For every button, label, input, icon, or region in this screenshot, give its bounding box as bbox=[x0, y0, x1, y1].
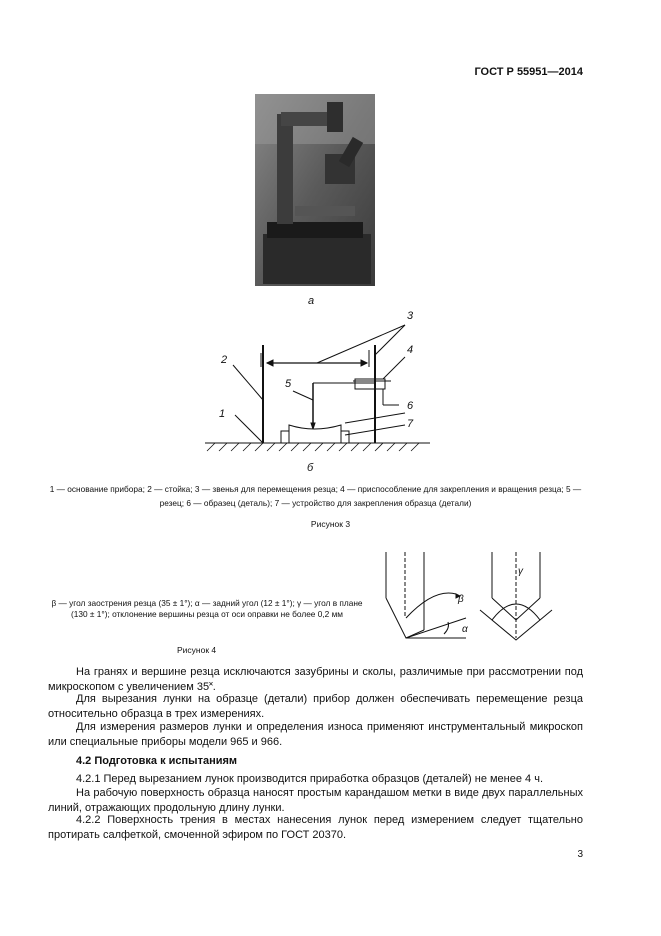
figure3-schematic bbox=[205, 305, 430, 465]
callout-3: 3 bbox=[407, 310, 414, 322]
label-alpha: α bbox=[462, 624, 468, 635]
figure3-label-b: б bbox=[307, 462, 314, 474]
callout-1: 1 bbox=[219, 408, 226, 420]
page-number: 3 bbox=[577, 849, 583, 860]
microscope-photo bbox=[255, 94, 375, 286]
label-beta: β bbox=[458, 594, 464, 605]
callout-4: 4 bbox=[407, 344, 414, 356]
paragraph-5: На рабочую поверхность образца наносят простым карандашом метки в виде двух параллельных линий, отражающих продольную длину лунки. bbox=[48, 787, 583, 814]
callout-5: 5 bbox=[285, 378, 292, 390]
paragraph-2: Для вырезания лунки на образце (детали) прибор должен обеспечивать перемещение резца относительно образца в трех измерениях. bbox=[48, 693, 583, 720]
figure3-label-a: а bbox=[308, 295, 315, 307]
label-gamma: γ bbox=[518, 566, 523, 577]
paragraph-6: 4.2.2 Поверхность трения в местах нанесения лунок перед измерением следует тщательно протирать салфеткой, смоченной эфиром по ГОСТ 20370. bbox=[48, 814, 583, 841]
paragraph-1: На гранях и вершине резца исключаются зазубрины и сколы, различимые при рассмотрении под микроскопом с увеличением 35˟. bbox=[48, 666, 583, 693]
callout-2: 2 bbox=[221, 354, 228, 366]
paragraph-3: Для измерения размеров лунки и определения износа применяют инструментальный микроскоп или специальные приборы модели 965 и 966. bbox=[48, 721, 583, 748]
section-heading: 4.2 Подготовка к испытаниям bbox=[76, 755, 238, 767]
paragraph-4: 4.2.1 Перед вырезанием лунок производится приработка образцов (деталей) не менее 4 ч. bbox=[76, 773, 544, 785]
figure3-legend: 1 — основание прибора; 2 — стойка; 3 — звенья для перемещения резца; 4 — приспособление для закрепления и вращения резца; 5 — резец; 6 — образец (деталь); 7 — устройство для закрепления образца (детали) bbox=[49, 484, 582, 508]
callout-7: 7 bbox=[407, 418, 414, 430]
figure4-legend: β — угол заострения резца (35 ± 1°); α — задний угол (12 ± 1°); γ — угол в плане (130 ± 1°); отклонение вершины резца от оси оправки не более 0,2 мм bbox=[51, 598, 363, 619]
callout-6: 6 bbox=[407, 400, 414, 412]
figure4-cutter-diagram bbox=[376, 548, 562, 648]
figure3-caption: Рисунок 3 bbox=[310, 519, 351, 529]
document-header: ГОСТ Р 55951—2014 bbox=[474, 66, 583, 78]
figure4-caption: Рисунок 4 bbox=[177, 645, 217, 655]
